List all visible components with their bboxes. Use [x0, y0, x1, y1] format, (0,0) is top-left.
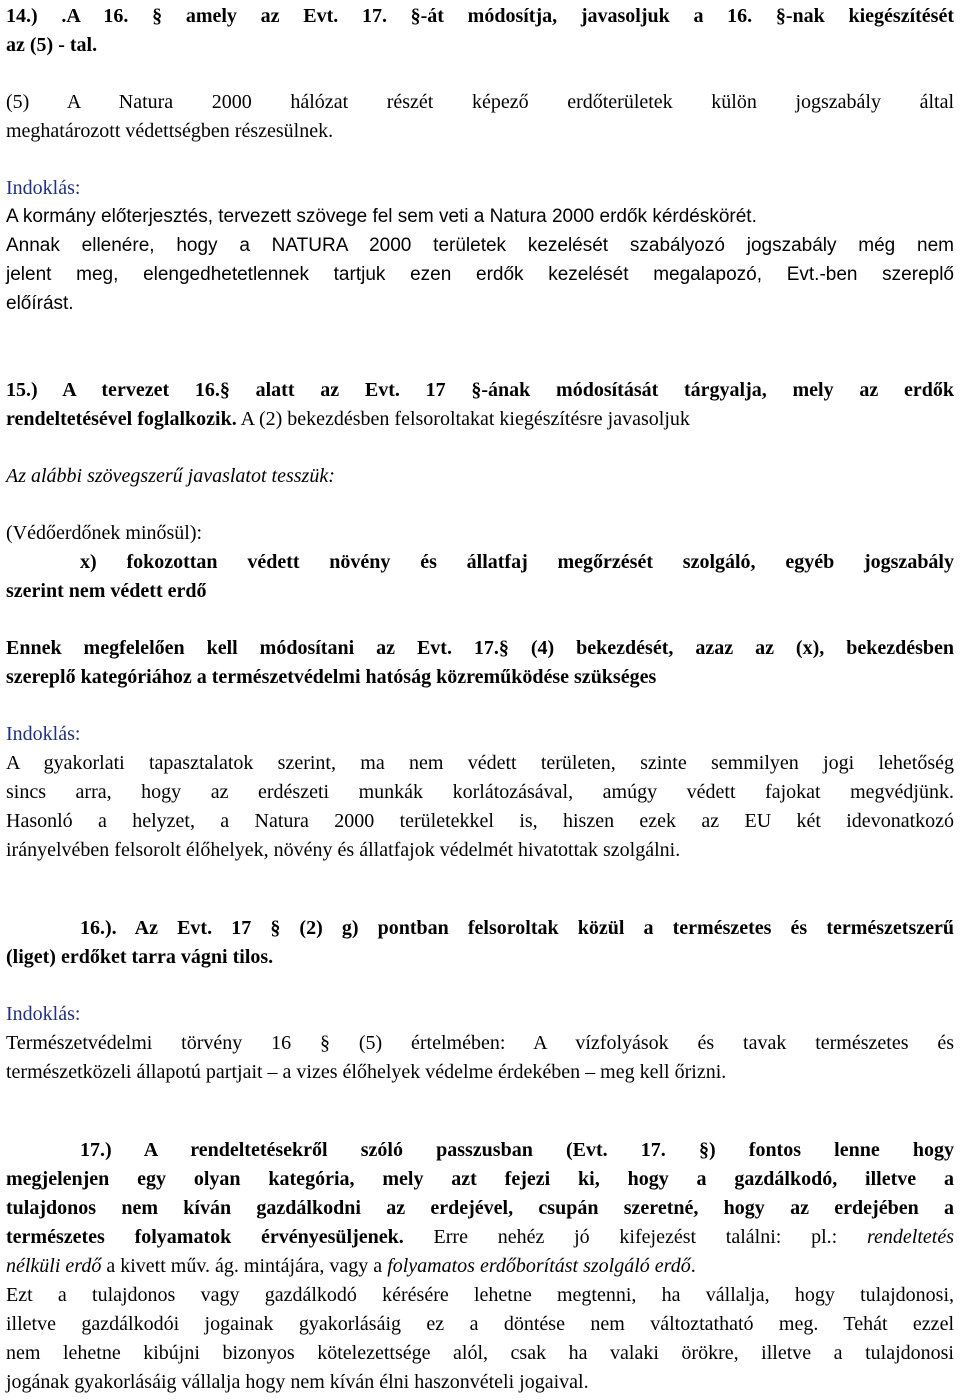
protective-forest-label: (Védőerdőnek minősül): [6, 522, 203, 544]
amendment-note-line1: Ennek megfelelően kell módosítani az Evt. 17.§ (4) bekezdését, azaz az (x), bekezdésben [6, 637, 954, 659]
justification-3-line2: természetközeli állapotú partjait – a vizes élőhelyek védelme érdekében – meg kell őrizni. [6, 1061, 727, 1083]
section-17-heading-line3: tulajdonos nem kíván gazdálkodni az erdejével, csupán szeretné, hogy az erdejében a [6, 1197, 954, 1219]
justification-2-line1: A gyakorlati tapasztalatok szerint, ma nem védett területen, szinte semmilyen jogi lehetőség [6, 752, 954, 774]
amendment-note-line2: szereplő kategóriához a természetvédelmi hatóság közreműködése szükséges [6, 666, 657, 688]
term-example-2: folyamatos erdőborítást szolgáló erdő [387, 1255, 691, 1277]
justification-label-2: Indoklás: [6, 723, 81, 745]
section-15-subject: rendeltetésével foglalkozik. [6, 408, 237, 430]
section-14-heading-line1: 14.) .A 16. § amely az Evt. 17. §-át módosítja, javasoljuk a 16. §-nak kiegészítését [6, 5, 954, 27]
section-17-line6: Ezt a tulajdonos vagy gazdálkodó kérésére lehetne megtenni, ha vállalja, hogy tulajdonosi, [6, 1284, 954, 1306]
term-example-1-end: nélküli erdő [6, 1255, 102, 1277]
category-x-line1: x) fokozottan védett növény és állatfaj megőrzését szolgáló, egyéb jogszabály [80, 551, 954, 573]
section-15-heading-line2 [6, 405, 690, 433]
proposal-5-line1: (5) A Natura 2000 hálózat részét képező erdőterületek külön jogszabály által [6, 91, 954, 113]
section-17-line5 [6, 1252, 696, 1280]
section-17-line7: illetve gazdálkodói jogainak gyakorlásáig ez a döntése nem változtatható meg. Tehát ezzel [6, 1313, 954, 1335]
section-17-heading-line2: megjelenjen egy olyan kategória, mely azt fejezi ki, hogy a gazdálkodó, illetve a [6, 1168, 954, 1190]
section-15-recommendation: A (2) bekezdésben felsoroltakat kiegészítésre javasoljuk [236, 408, 690, 430]
section-17-line8: nem lehetne kibújni bizonyos kötelezettsége alól, csak ha valaki örökre, illetve a tulajdonosi [6, 1342, 954, 1364]
term-suggestion-text: Erre nehéz jó kifejezést találni: pl.: [403, 1226, 867, 1248]
justification-2-line2: sincs arra, hogy az erdészeti munkák korlátozásával, amúgy védett fajokat megvédjünk. [6, 781, 954, 803]
category-x-line2: szerint nem védett erdő [6, 580, 207, 602]
text-proposal-intro: Az alábbi szövegszerű javaslatot tesszük: [6, 465, 335, 487]
section-16-heading-line2: (liget) erdőket tarra vágni tilos. [6, 946, 274, 968]
natural-processes-phrase: természetes folyamatok érvényesüljenek. [6, 1226, 404, 1248]
justification-label-3: Indoklás: [6, 1003, 81, 1025]
term-connector-text: a kivett műv. ág. mintájára, vagy a [101, 1255, 388, 1277]
section-17-line4 [6, 1223, 954, 1251]
justification-3-line1: Természetvédelmi törvény 16 § (5) értelmében: A vízfolyások és tavak természetes és [6, 1032, 954, 1054]
justification-1-line2: Annak ellenére, hogy a NATURA 2000 területek kezelését szabályozó jogszabály még nem [6, 235, 954, 256]
section-17-heading-line1: 17.) A rendeltetésekről szóló passzusban (Evt. 17. §) fontos lenne hogy [80, 1139, 954, 1161]
proposal-5-line2: meghatározott védettségben részesülnek. [6, 120, 334, 142]
section-14-heading-line2: az (5) - tal. [6, 34, 98, 56]
section-15-heading-line1: 15.) A tervezet 16.§ alatt az Evt. 17 §-ának módosítását tárgyalja, mely az erdők [6, 379, 954, 401]
justification-label-1: Indoklás: [6, 177, 81, 199]
justification-2-line3: Hasonló a helyzet, a Natura 2000 területekkel is, hiszen ezek az EU két idevonatkozó [6, 810, 954, 832]
section-17-line9: jogának gyakorlásáig vállalja hogy nem kíván élni haszonvételi jogaival. [6, 1371, 589, 1393]
justification-2-line4: irányelvében felsorolt élőhelyek, növény és állatfajok védelmét hivatottak szolgálni. [6, 839, 681, 861]
justification-1-line4: előírást. [6, 293, 74, 314]
justification-1-line1: A kormány előterjesztés, tervezett szövege fel sem veti a Natura 2000 erdők kérdéskörét. [6, 206, 757, 227]
term-period: . [690, 1255, 696, 1277]
section-16-heading-line1: 16.). Az Evt. 17 § (2) g) pontban felsoroltak közül a természetes és természetszerű [80, 917, 954, 939]
justification-1-line3: jelent meg, elengedhetetlennek tartjuk ezen erdők kezelését megalapozó, Evt.-ben szereplő [6, 264, 954, 285]
term-example-1-start: rendeltetés [867, 1226, 955, 1248]
